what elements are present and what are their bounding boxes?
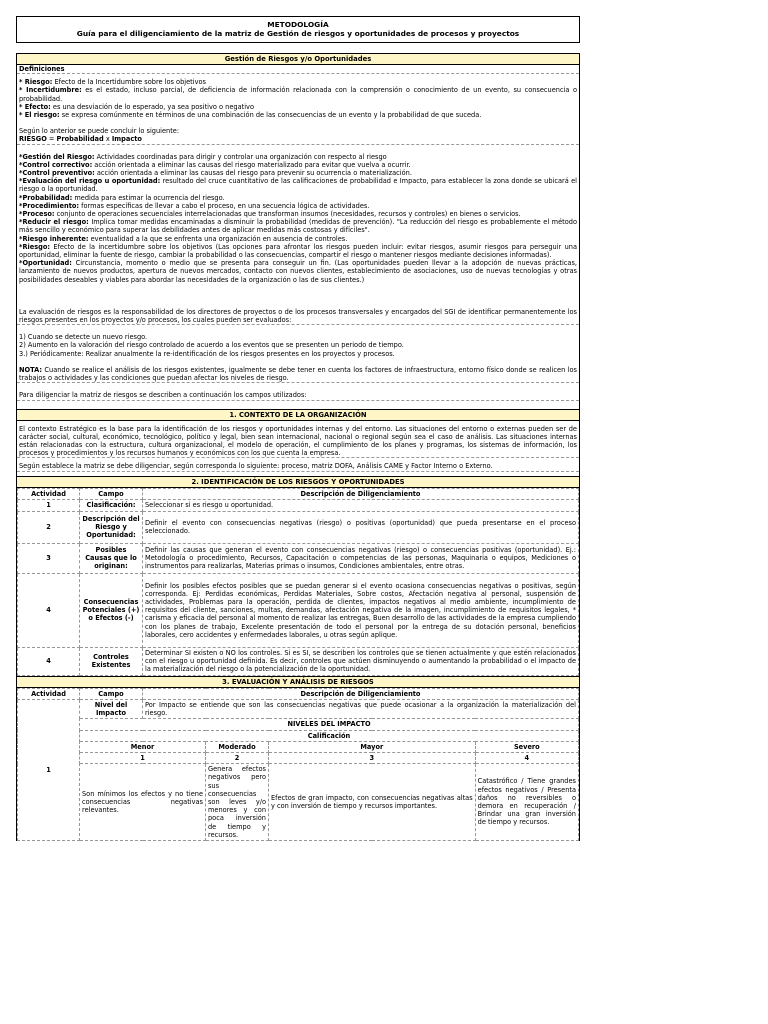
calificacion-title: Calificación [80, 730, 579, 741]
col-descripcion: Descripción de Diligenciamiento [143, 488, 579, 499]
niveles-title: NIVELES DEL IMPACTO [80, 719, 579, 730]
definition-item [17, 202, 579, 210]
definition-text: conjunto de operaciones secuenciales interrelacionadas que transforman insumos (necesidades, recursos y controles) en bienes o servicios. [54, 210, 521, 219]
campo-description: Definir las causas que generan el evento con consecuencias negativas (riesgo) o consecuencias positivas (oportunidad). Ej.: Metodología o procedimiento, Recursos, Capacitación o competencias de las personas, Maquinaria o equipos, Mediciones o instrumentos para realizarlas, Materias primas o insumos, Condiciones ambientales, entre otras. [143, 543, 579, 573]
definition-item [17, 243, 579, 259]
definition-term: *Procedimiento: [19, 201, 80, 210]
eval-activity-number: 1 [18, 699, 80, 840]
definition-term: *Gestión del Riesgo: [19, 152, 95, 161]
formula-probabilidad: Probabilidad [56, 135, 104, 144]
campo-label: Posibles Causas que lo originan: [80, 543, 143, 573]
definition-item [17, 161, 579, 169]
eval-col-actividad: Actividad [18, 688, 80, 699]
definition-item [17, 259, 579, 284]
definition-term: *Reducir el riesgo: [19, 218, 89, 227]
definition-term: * Incertidumbre: [19, 86, 82, 95]
campo-label: Clasificación: [80, 499, 143, 511]
col-actividad: Actividad [18, 488, 80, 499]
identificacion-table [17, 488, 579, 676]
definition-term: * Efecto: [19, 102, 51, 111]
definition-text: Efecto de la incertidumbre sobre los objetivos (Las opciones para afrontar los riesgos pueden incluir: evitar riesgos, asumir riesgos para perseguir una oportunidad, eliminar la fuente de riesgo, cambiar la probabilidad o las consecuencias, compartir el riesgo o mantener riesgos mediante decisiones informadas). [19, 242, 577, 260]
campo-description: Seleccionar si es riesgo u oportunidad. [143, 499, 579, 511]
definition-item [17, 235, 579, 243]
definition-text: es una desviación de lo esperado, ya sea positivo o negativo [50, 102, 254, 111]
eval-desc: Por Impacto se entiende que son las consecuencias negativas que puede ocasionar a la organización la materialización del riesgo. [143, 699, 579, 718]
formula-equals: = [46, 135, 57, 144]
definition-item [17, 177, 579, 193]
impact-level-name: Moderado [206, 741, 269, 752]
definition-item [17, 153, 579, 161]
gestion-band: Gestión de Riesgos y/o Oportunidades [17, 54, 579, 65]
definition-item [17, 78, 579, 86]
definition-text: Efecto de la Incertidumbre sobre los objetivos [52, 78, 206, 87]
table-row [18, 499, 579, 511]
evaluation-case: 3.) Periódicamente: Realizar anualmente la re-identificación de los riesgos presentes en los proyectos y procesos. [19, 349, 395, 358]
methodology-sheet [16, 16, 580, 841]
impact-level-description: Catastrófico / Tiene grandes efectos negativos / Presenta daños no reversibles o demora en recuperación / Brindar una gran inversión de tiempo y recursos. [475, 764, 578, 841]
campo-label: Descripción del Riesgo y Oportunidad: [80, 511, 143, 543]
contexto-text-2: Según establece la matriz se debe diligenciar, según corresponda lo siguiente: proceso, matriz DOFA, Análisis CAME y Factor Interno o Externo. [17, 462, 579, 471]
definition-text: es el estado, incluso parcial, de deficiencia de información relacionada con la comprensión o conocimiento de un evento, su consecuencia o probabilidad. [19, 86, 577, 103]
evaluation-case: 1) Cuando se detecte un nuevo riesgo. [19, 333, 148, 342]
definition-item [17, 194, 579, 202]
definition-item [17, 103, 579, 111]
definition-term: *Riesgo inherente: [19, 234, 89, 243]
activity-number: 3 [18, 543, 80, 573]
eval-col-campo: Campo [80, 688, 143, 699]
impact-level-name: Menor [80, 741, 206, 752]
definition-term: * Riesgo: [19, 78, 53, 87]
document-title: METODOLOGÍA [267, 20, 329, 29]
definition-text: eventualidad a la que se enfrenta una organización en ausencia de controles. [88, 234, 348, 243]
definition-text: acción orientada a eliminar las causas del riesgo para prevenir su ocurrencia o materialización. [94, 169, 412, 178]
conclusion-intro: Según lo anterior se puede concluir lo siguiente: [19, 127, 180, 136]
definition-text: Circunstancia, momento o medio que se presenta para conseguir un fin. (Las oportunidades pueden llevar a la adopción de nuevas prácticas, lanzamiento de nuevos productos, apertura de nuevos mercados, contacto con nuevos clientes, establecimiento de asociaciones, uso de nuevas tecnologías y otras posibilidades deseables y viables para abordar las necesidades de la organización o las de sus clientes.) [19, 259, 577, 284]
campo-description: Definir los posibles efectos posibles que se puedan generar si el evento ocasiona consecuencias negativas o positivas, según corresponda. Ej: Perdidas económicas, Perdidas Materiales, Sobre costos, Afectación negativa al personal, suspensión de actividades, Problemas para la operación, perdida de clientes, impactos negativos al medio ambiente, incumplimiento de requisitos del cliente, sanciones, multas, demandas, afectación negativa de la imagen, incumplimiento de requisitos legales, * carisma y eficacia del personal al momento de realizar las entregas, Buen desarrollo de las actividades de la empresa cumpliendo con los planes de trabajo, Excelente presentación de todo el personal por la entrega de su dotación personal, beneficios laborales, cero accidentes y enfermedades laborales, u otras según aplique. [143, 573, 579, 647]
table-row [18, 543, 579, 573]
definition-text: formas específicas de llevar a cabo el proceso, en una secuencia lógica de actividades. [79, 201, 370, 210]
definition-term: *Control correctivo: [19, 160, 93, 169]
col-campo: Campo [80, 488, 143, 499]
definition-term: *Proceso: [19, 210, 55, 219]
impact-level-score: 1 [80, 752, 206, 763]
evaluacion-paragraph: La evaluación de riesgos es la responsabilidad de los directores de proyectos o de los procesos transversales y encargados del SGI de identificar permanentemente los riesgos presentes en los proyectos y/o procesos, los cuales pueden ser evaluados: [19, 307, 577, 325]
identificacion-band: 2. IDENTIFICACIÓN DE LOS RIESGOS Y OPORTUNIDADES [17, 476, 579, 488]
impact-level-score: 4 [475, 752, 578, 763]
nota-text: Cuando se realice el análisis de los riesgos existentes, igualmente se debe tener en cuenta los factores de infraestructura, entorno físico donde se realicen los trabajos o actividades y las condiciones que puedan afectar los niveles de riesgo. [19, 365, 577, 383]
definition-item [17, 210, 579, 218]
definition-text: acción orientada a eliminar las causas del riesgo materializado para evitar que vuelva a ocurrir. [92, 160, 411, 169]
risk-formula [17, 135, 579, 144]
impact-level-name: Severo [475, 741, 578, 752]
definition-item [17, 169, 579, 177]
gestion-section [16, 53, 580, 841]
formula-times: x [103, 135, 112, 144]
evaluacion-band: 3. EVALUACIÓN Y ANÁLISIS DE RIESGOS [17, 676, 579, 688]
document-header [16, 16, 580, 43]
campo-description: Definir el evento con consecuencias negativas (riesgo) o positivas (oportunidad) que pueda presentarse en el proceso seleccionado. [143, 511, 579, 543]
definition-term: *Probabilidad: [19, 193, 73, 202]
campo-label: Controles Existentes [80, 647, 143, 675]
contexto-text-1: El contexto Estratégico es la base para la identificación de los riesgos y oportunidades internas y del entorno. Las situaciones del entorno o externas pueden ser de carácter social, cultural, económico, tecnológico, político y legal, bien sean internacional, nacional o regional según sea el caso de análisis. Las situaciones internas están relacionadas con la estructura, cultura organizacional, el modelo de operación, el cumplimiento de los planes y programas, los sistemas de información, los procesos y procedimientos y los recursos humanos y económicos con los que cuenta la empresa. [19, 424, 577, 458]
definition-text: Actividades coordinadas para dirigir y controlar una organización con respecto al riesgo [94, 152, 387, 161]
definition-item [17, 111, 579, 119]
definitions-list-1 [17, 78, 579, 119]
definition-text: medida para estimar la ocurrencia del riesgo. [72, 193, 225, 202]
document-subtitle: Guía para el diligenciamiento de la matriz de Gestión de riesgos y oportunidades de procesos y proyectos [76, 29, 520, 38]
definition-text: resultado del cruce cuantitativo de las calificaciones de probabilidad e Impacto, para establecer la zona donde se ubicará el riesgo o la oportunidad. [19, 177, 578, 194]
impact-level-description: Son mínimos los efectos y no tiene consecuencias negativas relevantes. [80, 764, 206, 841]
definition-text: se expresa comúnmente en términos de una combinación de las consecuencias de un evento y la probabilidad de que suceda. [59, 111, 482, 120]
nota-paragraph [17, 366, 579, 383]
table-row [18, 511, 579, 543]
impact-level-score: 3 [269, 752, 476, 763]
activity-number: 1 [18, 499, 80, 511]
definition-term: *Riesgo: [19, 242, 51, 251]
definiciones-title: Definiciones [17, 65, 579, 74]
definition-item [17, 218, 579, 234]
nota-term: NOTA: [19, 365, 42, 374]
table-row [18, 647, 579, 675]
formula-riesgo: RIESGO [19, 135, 47, 144]
impact-level-description: Efectos de gran impacto, con consecuencias negativas altas y con inversión de tiempo y recursos importantes. [269, 764, 476, 841]
activity-number: 4 [18, 647, 80, 675]
evaluation-cases [17, 333, 579, 358]
definition-item [17, 86, 579, 102]
eval-campo: Nivel del Impacto [80, 699, 143, 718]
impact-level-description: Genera efectos negativos pero sus consecuencias son leves y/o menores y con poca inversión de tiempo y recursos. [206, 764, 269, 841]
table-row [18, 573, 579, 647]
formula-impacto: Impacto [111, 135, 142, 144]
definitions-list-2 [17, 153, 579, 284]
definition-term: * El riesgo: [19, 111, 60, 120]
activity-number: 2 [18, 511, 80, 543]
impact-level-score: 2 [206, 752, 269, 763]
campo-description: Determinar SI existen o NO los controles. Si es SI, se describen los controles que se tienen actualmente y que estén relacionados con el riesgo u oportunidad definida. Es decir, controles que actúen disminuyendo o aumentando la probabilidad o el impacto de la materialización del riesgo o la potencialización de la oportunidad. [143, 647, 579, 675]
contexto-band: 1. CONTEXTO DE LA ORGANIZACIÓN [17, 409, 579, 421]
definition-term: *Evaluación del riesgo u oportunidad: [19, 177, 161, 186]
impact-level-name: Mayor [269, 741, 476, 752]
definition-term: *Oportunidad: [19, 259, 72, 268]
activity-number: 4 [18, 573, 80, 647]
campo-label: Consecuencias Potenciales (+) o Efectos (-) [80, 573, 143, 647]
definition-term: *Control preventivo: [19, 169, 95, 178]
evaluation-case: 2) Aumento en la valoración del riesgo controlado de acuerdo a los eventos que se presenten un periodo de tiempo. [19, 341, 404, 350]
eval-col-descripcion: Descripción de Diligenciamiento [143, 688, 579, 699]
definition-text: Implica tomar medidas encaminadas a disminuir la probabilidad (medidas de prevención). "La reducción del riesgo es probablemente el método más sencillo y económico para superar las debilidades antes de aplicar medidas más costosas y difíciles". [19, 218, 577, 235]
diligenciar-paragraph: Para diligenciar la matriz de riesgos se describen a continuación los campos utilizados: [17, 391, 579, 400]
evaluacion-table [17, 688, 579, 841]
